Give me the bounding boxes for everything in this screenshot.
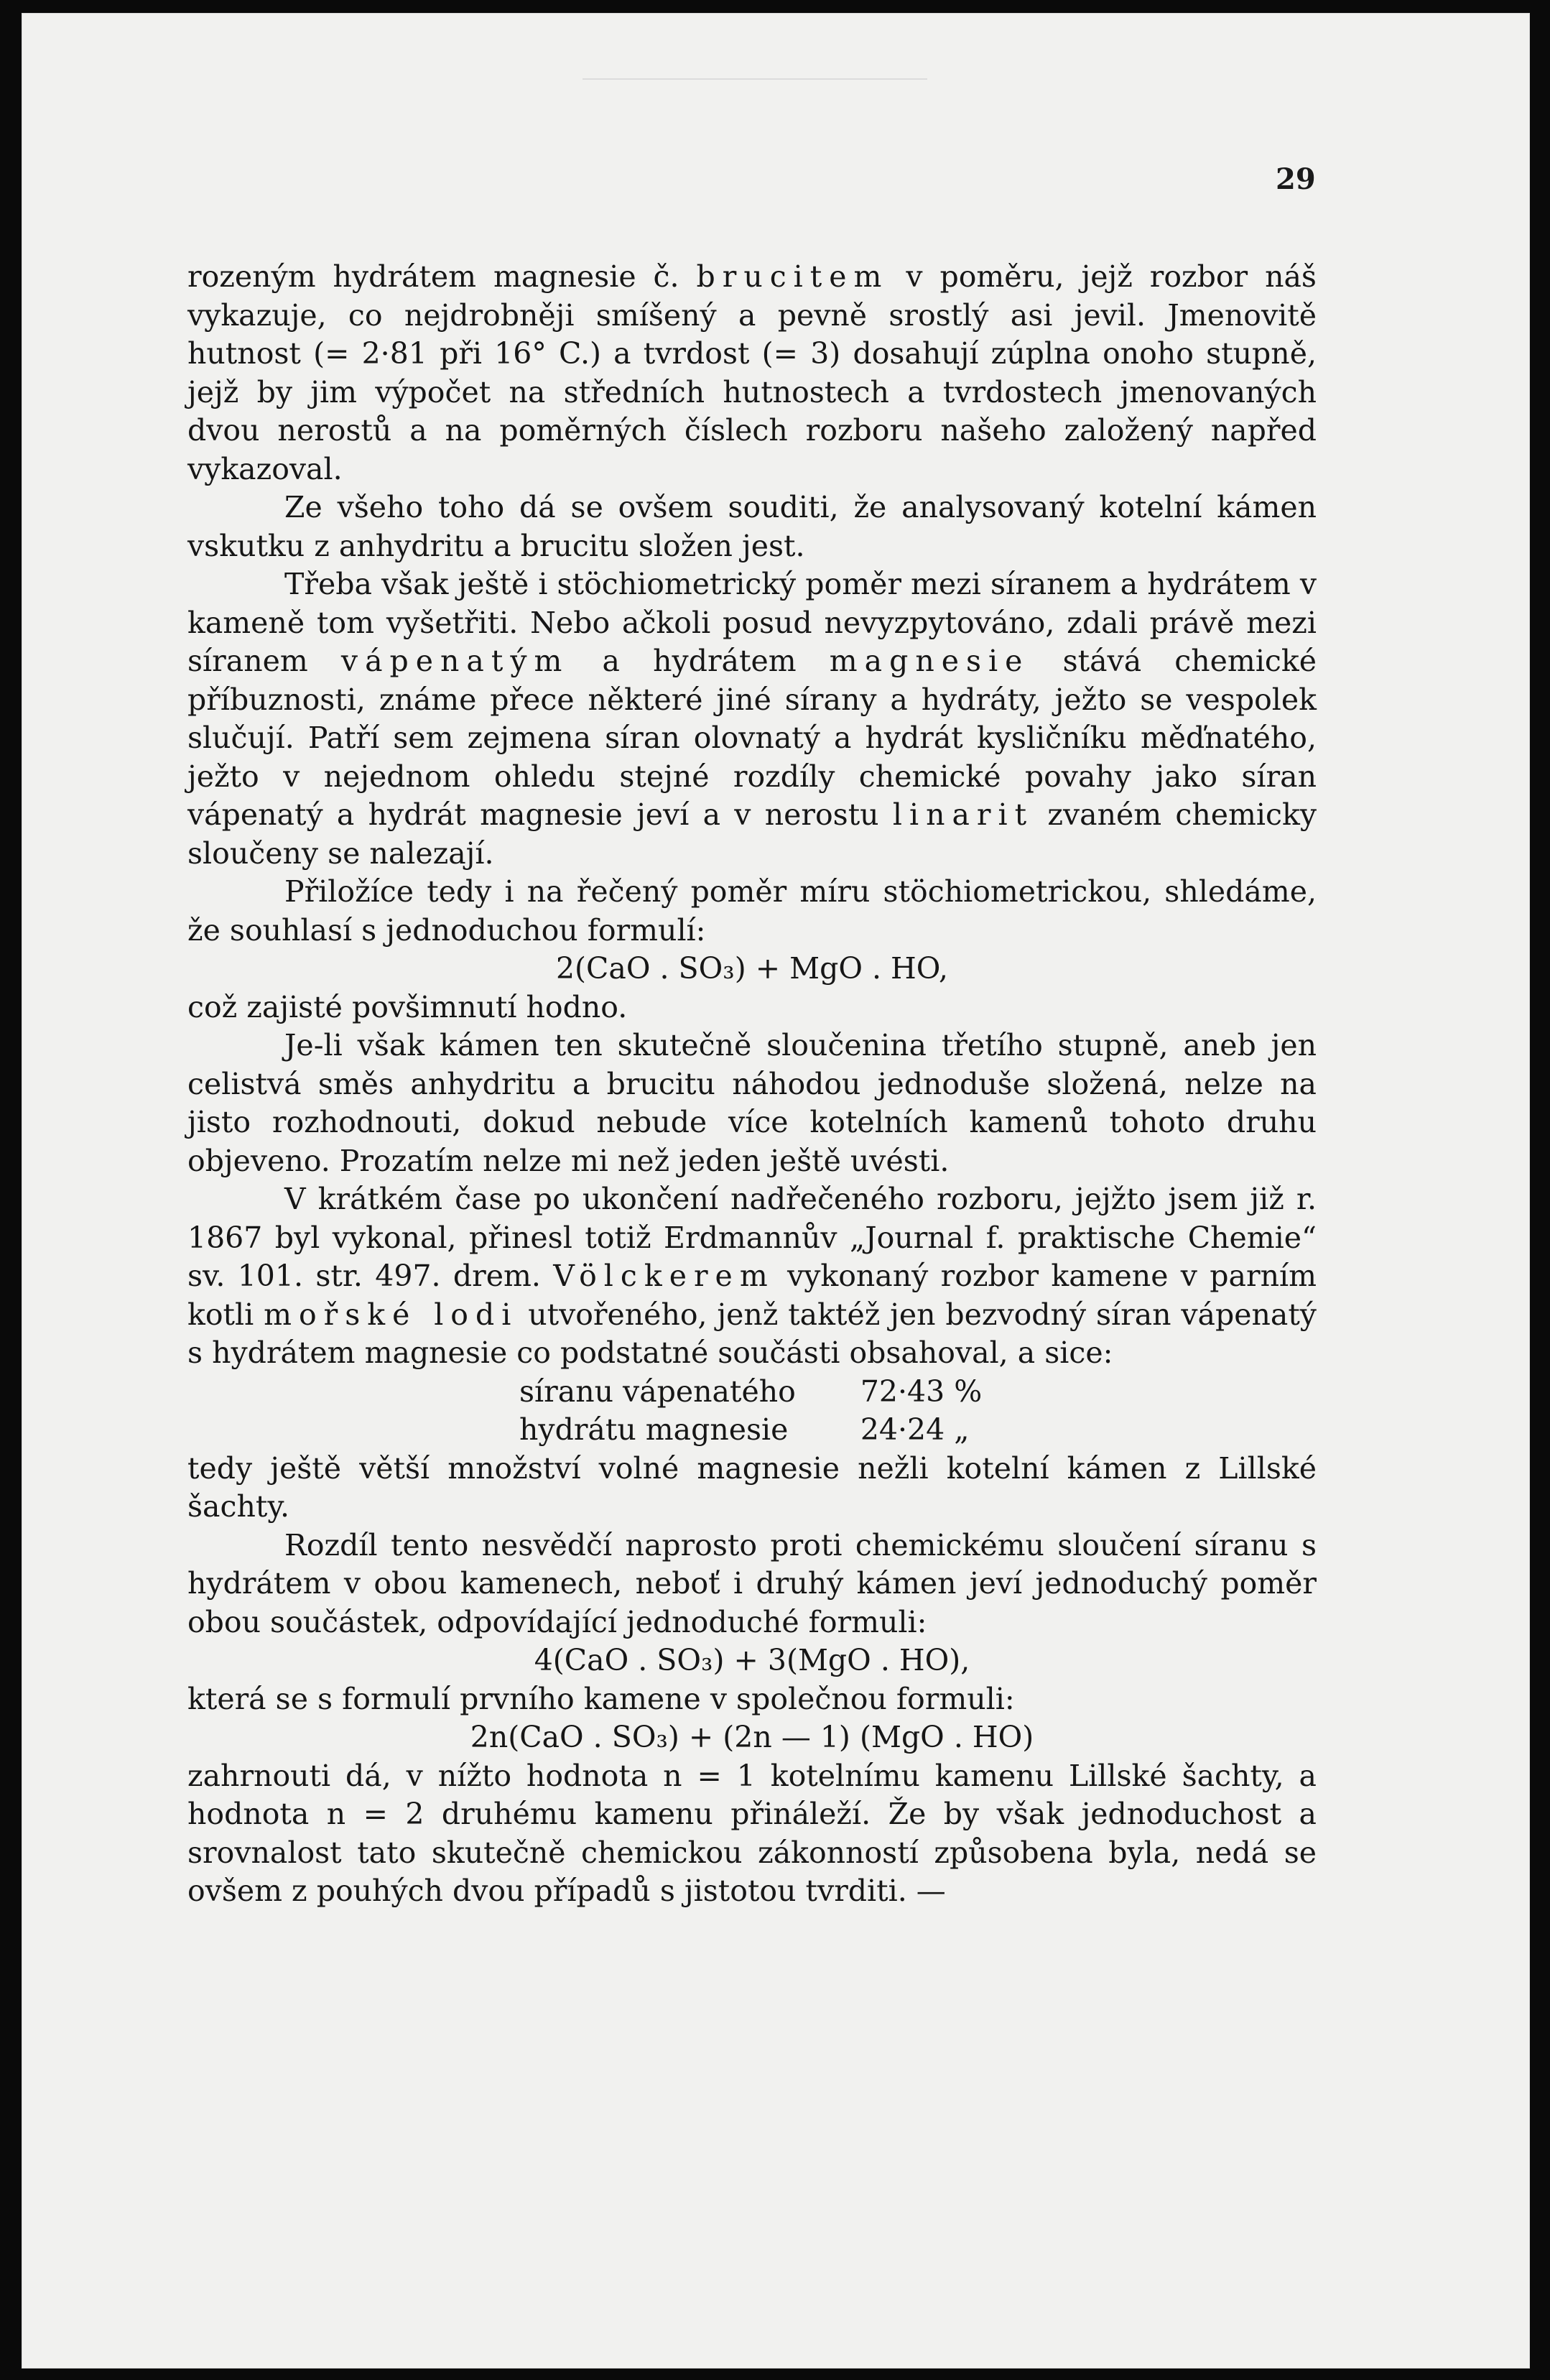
row-value: 72·43 % — [860, 1374, 983, 1409]
paragraph-4: Přiložíce tedy i na řečený poměr míru stöchiometrickou, shledáme, že souhlasí s jednoduchou formulí: — [187, 874, 1317, 948]
formula-3: 2n(CaO . SO₃) + (2n — 1) (MgO . HO) — [470, 1720, 1034, 1754]
paragraph-10: zahrnouti dá, v nížto hodnota n = 1 kotelnímu kamenu Lillské šachty, a hodnota n = 2 druhému kamenu přináleží. Že by však jednoduchost a srovnalost tato skutečně chemickou zákonností způsobena byla, nedá se ovšem z pouhých dvou případů s jistotou tvrditi. — — [187, 1758, 1317, 1908]
page-number: 29 — [1276, 162, 1316, 196]
row-label: síranu vápenatého — [519, 1374, 796, 1409]
emphasis-volckerem: Völckerem — [553, 1259, 775, 1293]
paragraph-8: Rozdíl tento nesvědčí naprosto proti chemickému sloučení síranu s hydrátem v obou kamenech, neboť i druhý kámen jeví jednoduchý poměr obou součástek, odpovídající jednoduché formuli: — [187, 1527, 1317, 1639]
paragraph-7: tedy ještě větší množství volné magnesie nežli kotelní kámen z Lillské šachty. — [187, 1450, 1317, 1524]
paragraph-5: Je-li však kámen ten skutečně sloučenina třetího stupně, aneb jen celistvá směs anhydritu a brucitu náhodou jednoduše složená, nelze na jisto rozhodnouti, dokud nebude více kotelních kamenů tohoto druhu objeveno. Prozatím nelze mi než jeden ještě uvésti. — [187, 1028, 1317, 1178]
analysis-table — [519, 1373, 982, 1450]
emphasis-morske-lodi: mořské lodi — [264, 1297, 519, 1332]
paragraph-2: Ze všeho toho dá se ovšem souditi, že analysovaný kotelní kámen vskutku z anhydritu a brucitu složen jest. — [187, 490, 1317, 563]
book-page — [22, 13, 1530, 2369]
paragraph-3: Třeba však ještě i stöchiometrický poměr mezi síranem a hydrátem v kameně tom vyšetřiti. Nebo ačkoli posud nevyzpytováno, zdali právě mezi síranem vápenatým a hydrátem magnesie stává chemické příbuznosti, známe přece některé jiné sírany a hydráty, ježto se vespolek slučují. Patří sem zejmena síran olovnatý a hydrát kysličníku měďnatého, ježto v nejednom ohledu stejné rozdíly chemické povahy jako síran vápenatý a hydrát magnesie jeví a v nerostu linarit zvaném chemicky sloučeny se nalezají. — [187, 567, 1317, 871]
paragraph-9: která se s formulí prvního kamene v společnou formuli: — [187, 1681, 1015, 1716]
paragraph-6: V krátkém čase po ukončení nadřečeného rozboru, jejžto jsem již r. 1867 byl vykonal, přinesl totiž Erdmannův „Journal f. praktische Chemie“ sv. 101. str. 497. drem. Völckerem vykonaný rozbor kamene v parním kotli mořské lodi utvořeného, jenž taktéž jen bezvodný síran vápenatý s hydrátem magnesie co podstatné součásti obsahoval, a sice: — [187, 1182, 1317, 1370]
body-text — [187, 258, 1317, 1911]
table-row — [519, 1373, 982, 1412]
emphasis-vapenatym: vápenatým — [340, 644, 570, 678]
paragraph-1: rozeným hydrátem magnesie č. brucitem v poměru, jejž rozbor náš vykazuje, co nejdrobněji smíšený a pevně srostlý asi jevil. Jmenovitě hutnost (= 2·81 při 16° C.) a tvrdost (= 3) dosahují zúplna onoho stupně, jejž by jim výpočet na středních hutnostech a tvrdostech jmenovaných dvou nerostů a na poměrných číslech rozboru našeho založený napřed vykazoval. — [187, 259, 1317, 486]
emphasis-magnesie: magnesie — [829, 644, 1030, 678]
row-value: 24·24 „ — [860, 1412, 970, 1447]
paragraph-4-end: což zajisté povšimnutí hodno. — [187, 989, 628, 1024]
formula-2: 4(CaO . SO₃) + 3(MgO . HO), — [534, 1643, 970, 1677]
emphasis-brucitem: brucitem — [696, 259, 889, 294]
table-row — [519, 1411, 982, 1450]
emphasis-linarit: linarit — [892, 797, 1034, 832]
row-label: hydrátu magnesie — [519, 1412, 789, 1447]
formula-1: 2(CaO . SO₃) + MgO . HO, — [555, 951, 949, 986]
bleed-through-ghost — [583, 28, 927, 80]
